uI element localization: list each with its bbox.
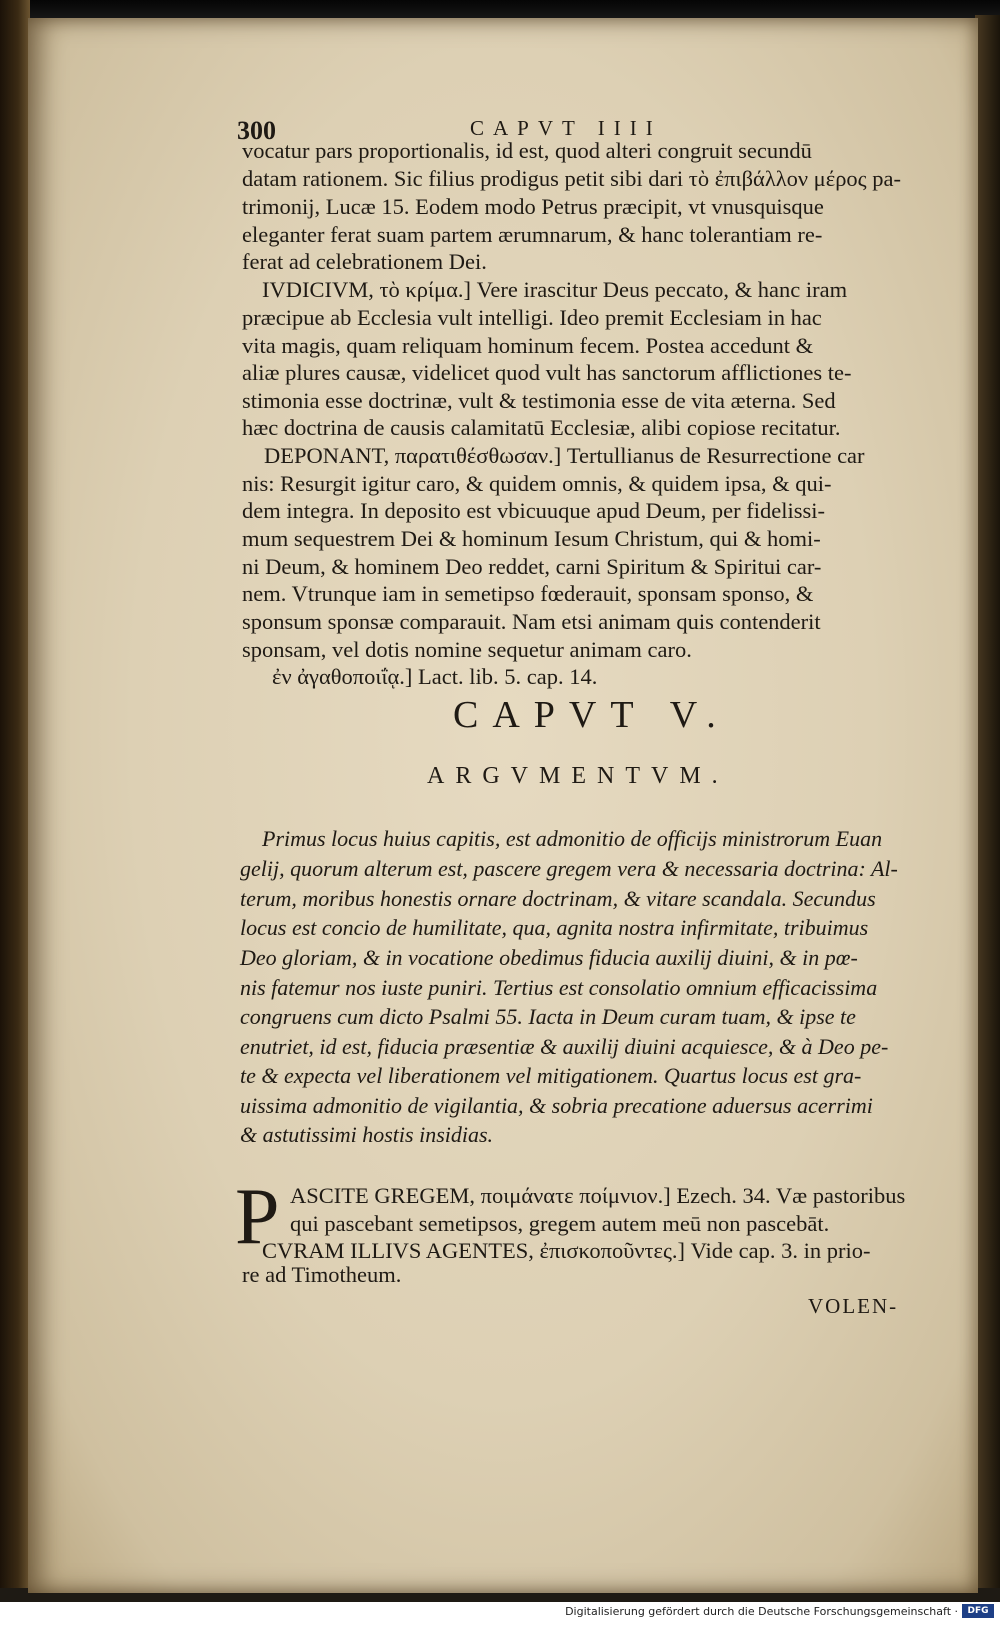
argumentum-line: nis fatemur nos iuste puniri. Tertius est consolatio omnium efficacissima xyxy=(240,975,878,1000)
dfg-logo: DFG xyxy=(962,1604,994,1618)
drop-capital: P xyxy=(235,1173,280,1261)
body-line: vita magis, quam reliquam hominum fecem. Postea accedunt & xyxy=(242,333,814,358)
body-line: hæc doctrina de causis calamitatū Ecclesiæ, alibi copiose recitatur. xyxy=(242,415,841,440)
body-line: nis: Resurgit igitur caro, & quidem omnis, & quidem ipsa, & qui- xyxy=(242,471,832,496)
body-line: nem. Vtrunque iam in semetipso fœderauit, sponsam sponso, & xyxy=(242,581,814,606)
commentary-line: re ad Timotheum. xyxy=(242,1262,402,1287)
argumentum-line: te & expecta vel liberationem vel mitigationem. Quartus locus est gra- xyxy=(240,1063,862,1088)
body-line: ἐν ἀγαθοποιΐᾳ.] Lact. lib. 5. cap. 14. xyxy=(272,664,598,689)
argumentum-line: & astutissimi hostis insidias. xyxy=(240,1122,494,1147)
body-line: ni Deum, & hominem Deo reddet, carni Spiritum & Spiritui car- xyxy=(242,554,822,579)
argumentum-line: locus est concio de humilitate, qua, agnita nostra infirmitate, tribuimus xyxy=(240,915,869,940)
commentary-line: ASCITE GREGEM, ποιμάνατε ποίμνιον.] Ezech. 34. Væ pastoribus xyxy=(290,1183,906,1208)
scan-border-right xyxy=(975,15,1000,1600)
catchword: VOLEN- xyxy=(808,1294,899,1318)
paper-page xyxy=(28,18,978,1593)
argumentum-line: Deo gloriam, & in vocatione obedimus fiducia auxilij diuini, & in pœ- xyxy=(240,945,858,970)
body-line: aliæ plures causæ, videlicet quod vult has sanctorum afflictiones te- xyxy=(242,360,852,385)
body-line: sponsum sponsæ comparauit. Nam etsi animam quis contenderit xyxy=(242,609,821,634)
body-line: mum sequestrem Dei & hominum Iesum Christum, qui & homi- xyxy=(242,526,821,551)
argumentum-line: gelij, quorum alterum est, pascere gregem vera & necessaria doctrina: Al- xyxy=(240,856,898,881)
argumentum-line: Primus locus huius capitis, est admonitio de officijs ministrorum Euan xyxy=(262,826,883,851)
body-line: dem integra. In deposito est vbicuuque apud Deum, per fidelissi- xyxy=(242,498,825,523)
running-head: CAPVT IIII xyxy=(470,116,662,140)
body-line: ferat ad celebrationem Dei. xyxy=(242,249,487,274)
argumentum-line: enutriet, id est, fiducia præsentiæ & auxilij diuini acquiesce, & à Deo pe- xyxy=(240,1034,889,1059)
argumentum-line: terum, moribus honestis ornare doctrinam, & vitare scandala. Secundus xyxy=(240,886,876,911)
body-line: eleganter ferat suam partem ærumnarum, & hanc tolerantiam re- xyxy=(242,222,823,247)
body-line: IVDICIVM, τὸ κρίμα.] Vere irascitur Deus peccato, & hanc iram xyxy=(262,277,848,302)
argumentum-heading: ARGVMENTVM. xyxy=(427,763,729,789)
page-number: 300 xyxy=(237,116,276,145)
body-line: DEPONANT, παρατιθέσθωσαν.] Tertullianus de Resurrectione car xyxy=(264,443,865,468)
argumentum-line: uissima admonitio de vigilantia, & sobria precatione aduersus acerrimi xyxy=(240,1093,873,1118)
body-line: vocatur pars proportionalis, id est, quod alteri congruit secundū xyxy=(242,138,812,163)
argumentum-line: congruens cum dicto Psalmi 55. Iacta in Deum curam tuam, & ipse te xyxy=(240,1004,856,1029)
body-line: præcipue ab Ecclesia vult intelligi. Ideo premit Ecclesiam in hac xyxy=(242,305,822,330)
body-line: sponsam, vel dotis nomine sequetur animam caro. xyxy=(242,637,692,662)
funding-credit: Digitalisierung gefördert durch die Deutsche Forschungsgemeinschaft · xyxy=(565,1605,958,1618)
body-line: trimonij, Lucæ 15. Eodem modo Petrus præcipit, vt vnusquisque xyxy=(242,194,824,219)
commentary-line: CVRAM ILLIVS AGENTES, ἐπισκοποῦντες.] Vide cap. 3. in prio- xyxy=(262,1238,871,1263)
body-line: datam rationem. Sic filius prodigus petit sibi dari τὸ ἐπιβάλλον μέρος pa- xyxy=(242,166,901,191)
body-line: stimonia esse doctrinæ, vult & testimonia esse de vita æterna. Sed xyxy=(242,388,836,413)
book-spine-edge xyxy=(0,0,30,1600)
chapter-title: CAPVT V. xyxy=(453,694,730,736)
commentary-line: qui pascebant semetipsos, gregem autem meū non pascebāt. xyxy=(290,1211,830,1236)
